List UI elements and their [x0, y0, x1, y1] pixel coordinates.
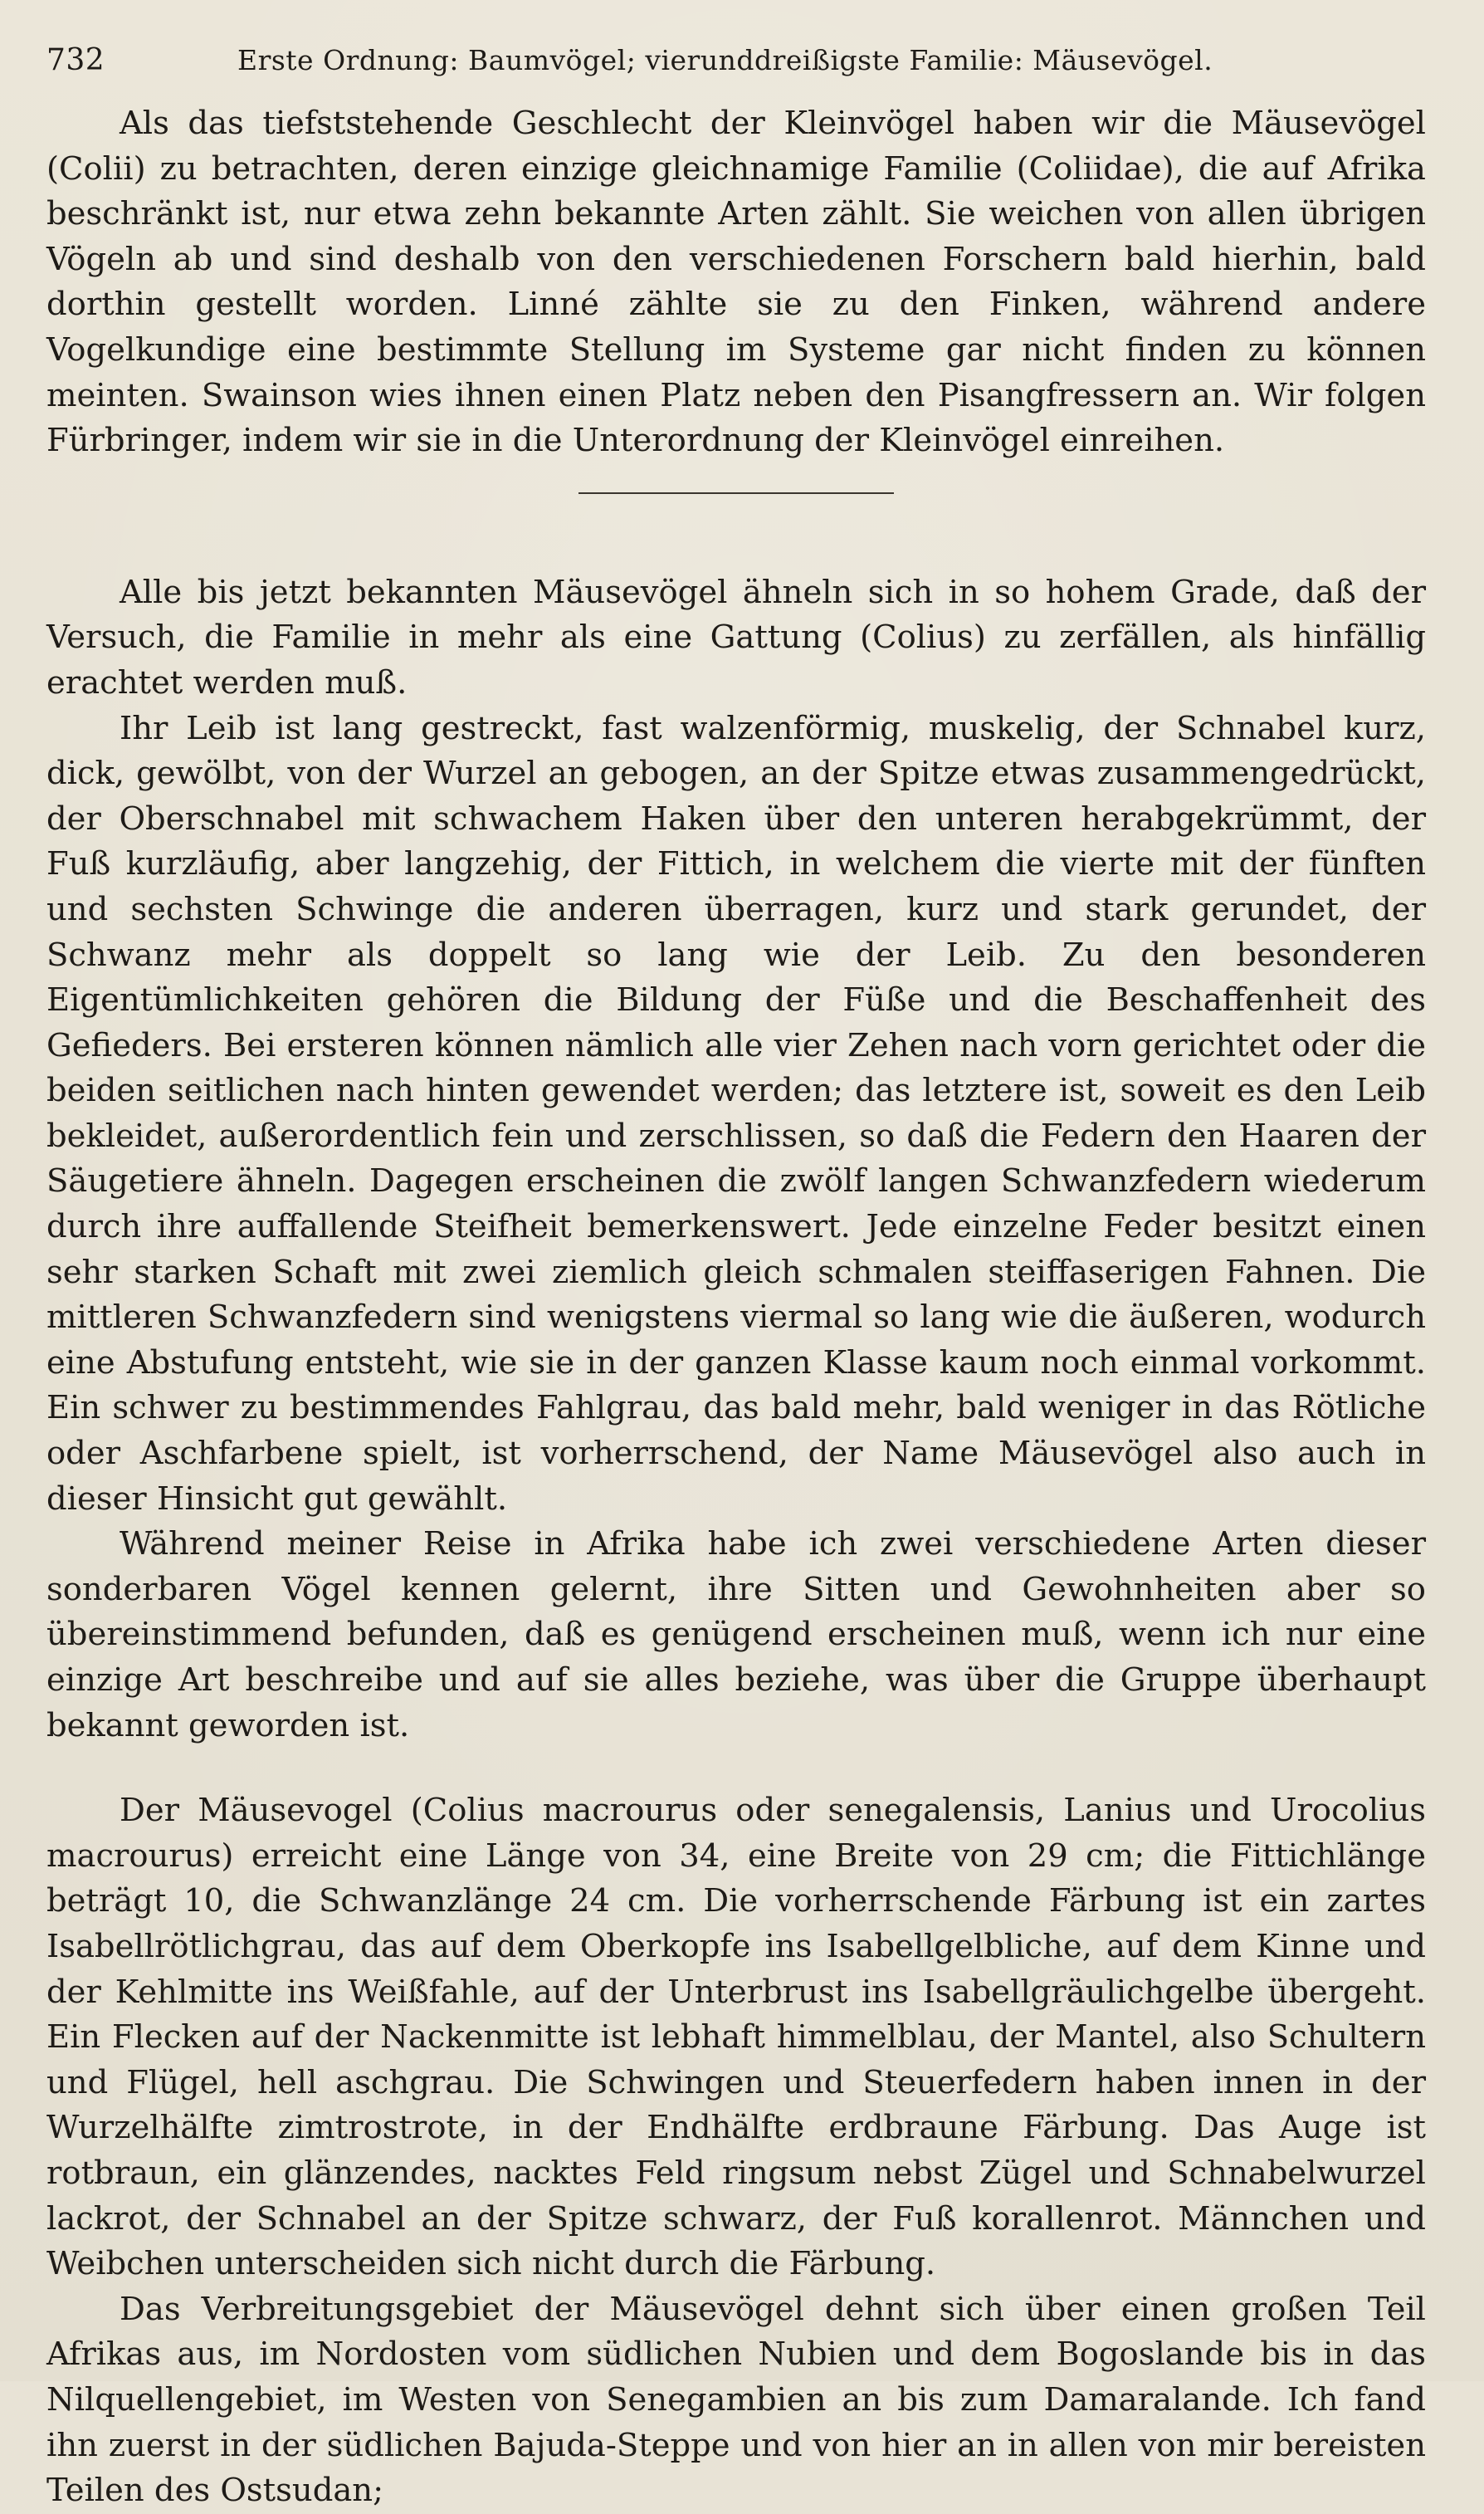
page-header: [46, 43, 1426, 101]
family-paragraph: Ihr Leib ist lang gestreckt, fast walzenförmig, muskelig, der Schnabel kurz, dick, gewölbt, von der Wurzel an gebogen, an der Spitze etwas zusammengedrückt, der Oberschnabel mit schwachem Haken über den unteren herabgekrümmt, der Fuß kurzläufig, aber langzehig, der Fittich, in welchem die vierte mit der fünften und sechsten Schwinge die anderen überragen, kurz und stark gerundet, der Schwanz mehr als doppelt so lang wie der Leib. Zu den besonderen Eigentümlichkeiten gehören die Bildung der Füße und die Beschaffenheit des Gefieders. Bei ersteren können nämlich alle vier Zehen nach vorn gerichtet oder die beiden seitlichen nach hinten gewendet werden; das letztere ist, soweit es den Leib bekleidet, außerordentlich fein und zerschlissen, so daß die Federn den Haaren der Säugetiere ähneln. Dagegen erscheinen die zwölf langen Schwanzfedern wiederum durch ihre auffallende Steifheit bemerkenswert. Jede einzelne Feder besitzt einen sehr starken Schaft mit zwei ziemlich gleich schmalen steiffaserigen Fahnen. Die mittleren Schwanzfedern sind wenigstens viermal so lang wie die äußeren, wodurch eine Abstufung entsteht, wie sie in der ganzen Klasse kaum noch einmal vorkommt. Ein schwer zu bestimmendes Fahlgrau, das bald mehr, bald weniger in das Rötliche oder Aschfarbene spielt, ist vorherrschend, der Name Mäusevögel also auch in dieser Hinsicht gut gewählt.: [46, 709, 1426, 1518]
species-paragraph: Der Mäusevogel (Colius macrourus oder senegalensis, Lanius und Urocolius macrourus) erreicht eine Länge von 34, eine Breite von 29 cm; die Fittichlänge beträgt 10, die Schwanzlänge 24 cm. Die vorherrschende Färbung ist ein zartes Isabellrötlichgrau, das auf dem Oberkopfe ins Isabellgelbliche, auf dem Kinne und der Kehlmitte ins Weißfahle, auf der Unterbrust ins Isabellgräulichgelbe übergeht. Ein Flecken auf der Nackenmitte ist lebhaft himmelblau, der Mantel, also Schultern und Flügel, hell aschgrau. Die Schwingen und Steuerfedern haben innen in der Wurzelhälfte zimtrostrote, in der Endhälfte erdbraune Färbung. Das Auge ist rotbraun, ein glänzendes, nacktes Feld ringsum nebst Zügel und Schnabelwurzel lackrot, der Schnabel an der Spitze schwarz, der Fuß korallenrot. Männchen und Weibchen unterscheiden sich nicht durch die Färbung.: [46, 1792, 1426, 2283]
page-number: 732: [46, 43, 105, 77]
running-head: Erste Ordnung: Baumvögel; vierunddreißigste Familie: Mäusevögel.: [237, 44, 1213, 76]
intro-paragraph: Als das tiefststehende Geschlecht der Kleinvögel haben wir die Mäusevögel (Colii) zu betrachten, deren einzige gleichnamige Familie (Coliidae), die auf Afrika beschränkt ist, nur etwa zehn bekannte Arten zählt. Sie weichen von allen übrigen Vögeln ab und sind deshalb von den verschiedenen Forschern bald hierhin, bald dorthin gestellt worden. Linné zählte sie zu den Finken, während andere Vogelkundige eine bestimmte Stellung im Systeme gar nicht finden zu können meinten. Swainson wies ihnen einen Platz neben den Pisangfressern an. Wir folgen Fürbringer, indem wir sie in die Unterordnung der Kleinvögel einreihen.: [46, 105, 1426, 460]
family-section: [46, 570, 1426, 1749]
species-section: [46, 1788, 1426, 2514]
species-paragraph: Das Verbreitungsgebiet der Mäusevögel dehnt sich über einen großen Teil Afrikas aus, im Nordosten vom südlichen Nubien und dem Bogoslande bis in das Nilquellengebiet, im Westen von Senegambien an bis zum Damaralande. Ich fand ihn zuerst in der südlichen Bajuda-Steppe und von hier an in allen von mir bereisten Teilen des Ostsudan;: [46, 2290, 1426, 2510]
family-paragraph: Alle bis jetzt bekannten Mäusevögel ähneln sich in so hohem Grade, daß der Versuch, die Familie in mehr als eine Gattung (Colius) zu zerfällen, als hinfällig erachtet werden muß.: [46, 573, 1426, 702]
section-divider: [578, 492, 894, 494]
family-paragraph: Während meiner Reise in Afrika habe ich zwei verschiedene Arten dieser sonderbaren Vögel kennen gelernt, ihre Sitten und Gewohnheiten aber so übereinstimmend befunden, daß es genügend erscheinen muß, wenn ich nur eine einzige Art beschreibe und auf sie alles beziehe, was über die Gruppe überhaupt bekannt geworden ist.: [46, 1525, 1426, 1744]
page-body: [46, 101, 1426, 2514]
